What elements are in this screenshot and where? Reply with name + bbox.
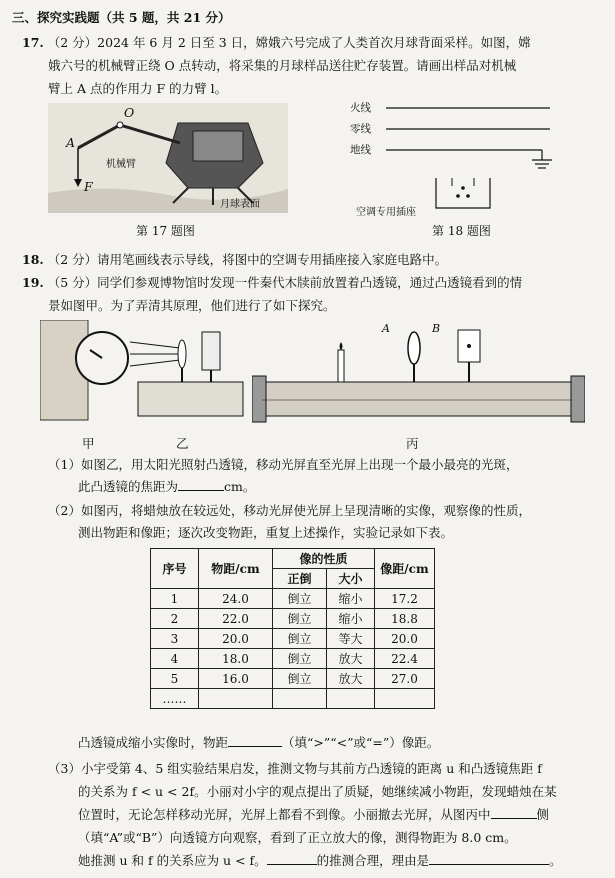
q19-number: 19. — [22, 275, 44, 290]
header-size: 大小 — [327, 569, 375, 589]
label-O: O — [124, 105, 135, 120]
cell-no: 1 — [151, 589, 199, 609]
cell-object-distance: 22.0 — [199, 609, 273, 629]
section-title: 三、探究实践题（共 5 题，共 21 分） — [12, 10, 231, 25]
label-bing: 丙 — [406, 436, 419, 451]
answer-reason[interactable] — [429, 864, 549, 865]
q19-part3-line-5 — [78, 851, 615, 869]
label-neutral-wire: 零线 — [350, 123, 371, 135]
cell-no: 4 — [151, 649, 199, 669]
after-table-text-1: 凸透镜成缩小实像时，物距 — [78, 735, 229, 750]
header-no: 序号 — [151, 549, 199, 589]
cell-object-distance: 24.0 — [199, 589, 273, 609]
cell-object-distance: 16.0 — [199, 669, 273, 689]
q19-part1-unit: cm。 — [224, 479, 256, 494]
q19-line-1 — [22, 273, 615, 291]
figure-18 — [350, 100, 570, 220]
cell-image-distance: 18.8 — [375, 609, 435, 629]
answer-compare-distance[interactable] — [228, 746, 282, 747]
cell-upright: 倒立 — [273, 609, 327, 629]
q17-line-1 — [22, 33, 615, 51]
figure-jia-yi — [40, 320, 245, 432]
q19-part2-line-1: （2）如图丙，将蜡烛放在较远处，移动光屏使光屏上呈现清晰的实像，观察像的性质， — [48, 503, 531, 518]
q18-line — [22, 250, 615, 268]
cell-no: 2 — [151, 609, 199, 629]
cell-empty — [375, 689, 435, 709]
q18-text: （2 分）请用笔画线表示导线，将图中的空调专用插座接入家庭电路中。 — [47, 252, 448, 267]
part3-text-3: 位置时，无论怎样移动光屏，光屏上都看不到像。小丽撤去光屏，从图丙中 — [78, 807, 491, 822]
q17-line-2: 娥六号的机械臂正绕 O 点转动，将采集的月球样品送往贮存装置。请画出样品对机械 — [48, 58, 517, 73]
cell-size: 缩小 — [327, 589, 375, 609]
q17-number: 17. — [22, 35, 44, 50]
cell-image-distance: 22.4 — [375, 649, 435, 669]
cell-empty — [199, 689, 273, 709]
label-ground-wire: 地线 — [350, 144, 371, 156]
label-yi: 乙 — [176, 436, 189, 451]
q19-part1-text: 此凸透镜的焦距为 — [78, 479, 179, 494]
table-row — [151, 669, 435, 689]
q19-after-table — [78, 733, 615, 751]
label-surface: 月球表面 — [220, 199, 260, 210]
q19-part3-line-4: （填“A”或“B”）向透镜方向观察，看到了正立放大的像，测得物距为 8.0 cm。 — [78, 830, 517, 845]
figure-17-caption: 第 17 题图 — [136, 224, 195, 238]
q19-part3-line-3 — [78, 805, 615, 823]
part3-text-end: 。 — [549, 853, 562, 868]
table-row — [151, 689, 435, 709]
header-image-nature: 像的性质 — [273, 549, 375, 569]
cell-size: 放大 — [327, 669, 375, 689]
q17-text-1: （2 分）2024 年 6 月 2 日至 3 日，嫦娥六号完成了人类首次月球背面采样。如图，嫦 — [47, 35, 531, 50]
label-A: A — [66, 135, 76, 150]
header-upright: 正倒 — [273, 569, 327, 589]
cell-upright: 倒立 — [273, 649, 327, 669]
answer-focal-length[interactable] — [178, 490, 224, 491]
part3-text-6: 的推测合理，理由是 — [316, 853, 430, 868]
q19-part1-line-1: （1）如图乙，用太阳光照射凸透镜，移动光屏直至光屏上出现一个最小最亮的光斑， — [48, 457, 519, 472]
cell-empty — [273, 689, 327, 709]
figure-17 — [48, 103, 288, 213]
cell-size: 缩小 — [327, 609, 375, 629]
cell-upright: 倒立 — [273, 629, 327, 649]
cell-more: …… — [151, 689, 199, 709]
cell-object-distance: 20.0 — [199, 629, 273, 649]
cell-upright: 倒立 — [273, 669, 327, 689]
cell-no: 5 — [151, 669, 199, 689]
q19-line-2: 景如图甲。为了弄清其原理，他们进行了如下探究。 — [48, 298, 336, 313]
header-object-distance: 物距/cm — [199, 549, 273, 589]
answer-side[interactable] — [491, 818, 537, 819]
cell-empty — [327, 689, 375, 709]
cell-object-distance: 18.0 — [199, 649, 273, 669]
figure-bing — [252, 320, 585, 432]
cell-image-distance: 20.0 — [375, 629, 435, 649]
header-image-distance: 像距/cm — [375, 549, 435, 589]
table-row — [151, 629, 435, 649]
cell-image-distance: 17.2 — [375, 589, 435, 609]
label-jia: 甲 — [82, 436, 95, 451]
wiring-diagram — [350, 100, 570, 220]
after-table-text-2: （填“>”“<”或“=”）像距。 — [282, 735, 440, 750]
q19-part3-line-1: （3）小宇受第 4、5 组实验结果启发，推测文物与其前方凸透镜的距离 u 和凸透镜焦距 f — [48, 761, 542, 776]
q19-part2-line-2: 测出物距和像距；逐次改变物距，重复上述操作，实验记录如下表。 — [78, 525, 454, 540]
cell-image-distance: 27.0 — [375, 669, 435, 689]
data-table-wrapper — [150, 548, 435, 709]
figure-18-caption: 第 18 题图 — [432, 224, 491, 238]
optical-bench-bing — [252, 320, 585, 432]
cell-no: 3 — [151, 629, 199, 649]
cell-upright: 倒立 — [273, 589, 327, 609]
label-fire-wire: 火线 — [350, 102, 371, 114]
label-F: F — [84, 179, 93, 194]
lens-experiment-jia-yi — [40, 320, 245, 432]
label-side-A: A — [382, 322, 390, 335]
answer-who-reasonable[interactable] — [267, 864, 317, 865]
label-arm: 机械臂 — [106, 159, 136, 170]
part3-text-5: 她推测 u 和 f 的关系应为 u < f。 — [78, 853, 267, 868]
table-row — [151, 589, 435, 609]
label-ac-socket: 空调专用插座 — [356, 207, 416, 218]
q17-line-3: 臂上 A 点的作用力 F 的力臂 l。 — [48, 81, 228, 96]
table-row — [151, 649, 435, 669]
part3-text-side: 侧 — [536, 807, 550, 822]
q18-number: 18. — [22, 252, 44, 267]
experiment-data-table — [150, 548, 435, 709]
table-row — [151, 609, 435, 629]
q19-text-1: （5 分）同学们参观博物馆时发现一件秦代木牍前放置着凸透镜，通过凸透镜看到的情 — [47, 275, 523, 290]
q19-part3-line-2: 的关系为 f < u < 2f。小丽对小宇的观点提出了质疑，她继续减小物距，发现蜡烛在某 — [78, 784, 557, 799]
label-side-B: B — [432, 322, 441, 335]
cell-size: 等大 — [327, 629, 375, 649]
cell-size: 放大 — [327, 649, 375, 669]
q19-part1-line-2 — [78, 477, 615, 495]
